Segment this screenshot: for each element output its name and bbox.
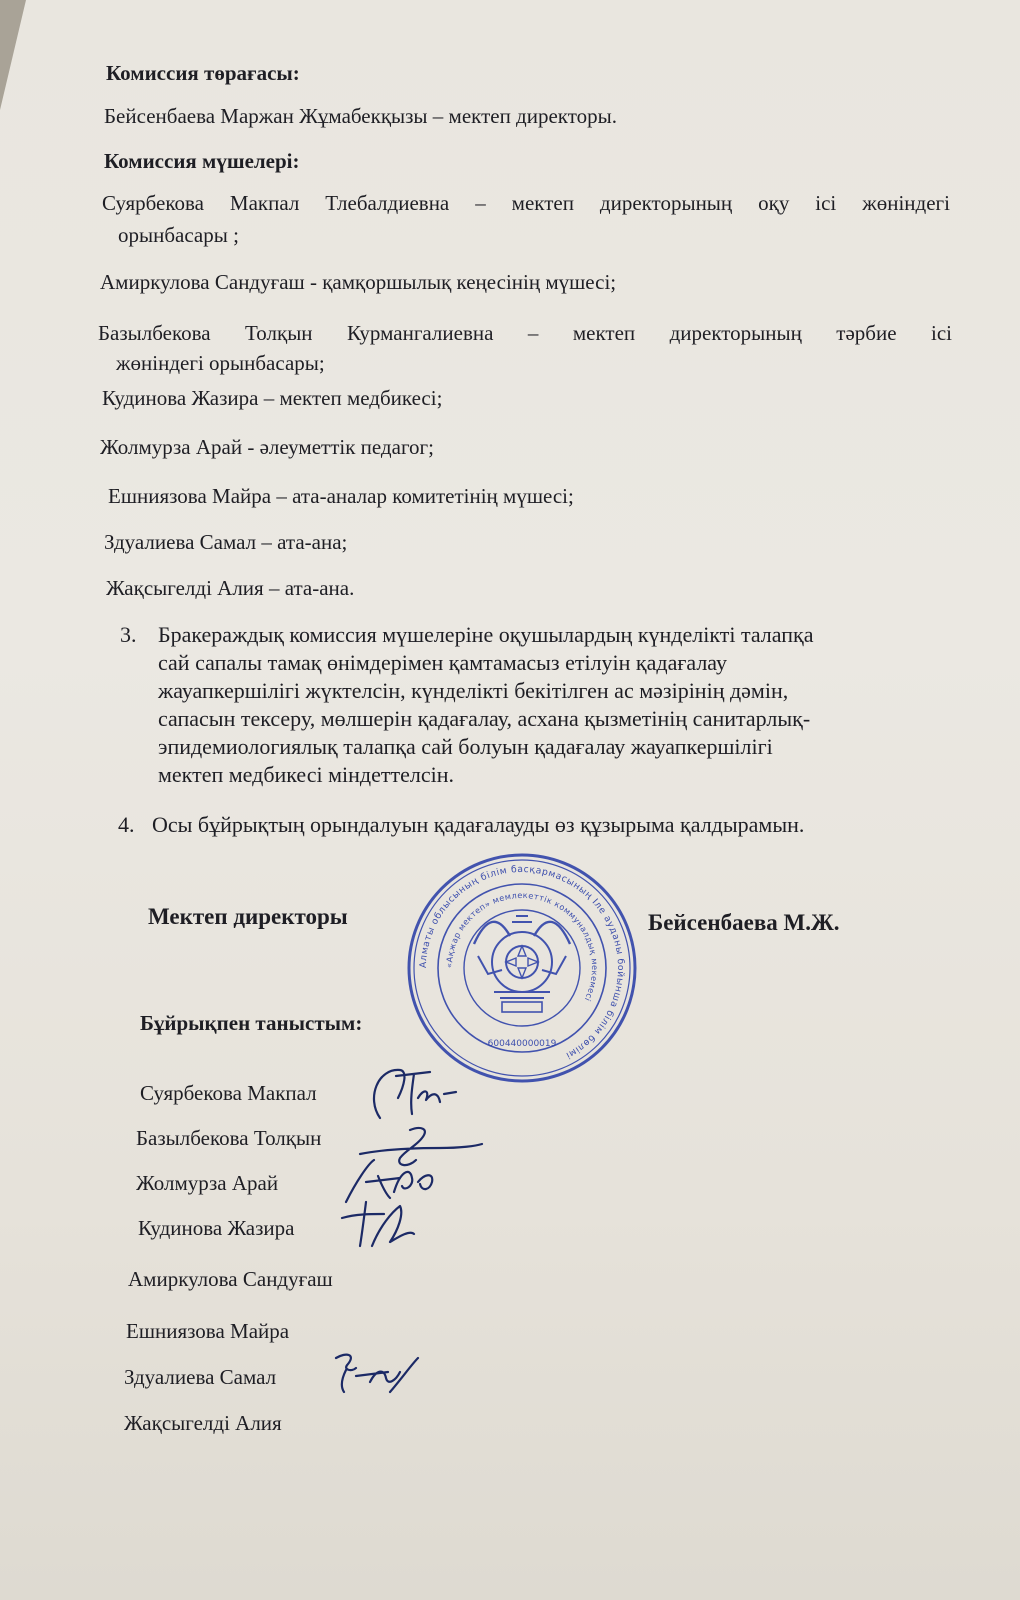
director-label: Мектеп директоры: [148, 904, 348, 929]
acquainted-name: Базылбекова Толқын: [136, 1126, 322, 1150]
item-3-line: сапасын тексеру, мөлшерін қадағалау, асхана қызметінің санитарлық-: [158, 706, 811, 731]
acquainted-name: Кудинова Жазира: [138, 1216, 295, 1240]
item-3-line: мектеп медбикесі міндеттелсін.: [158, 762, 455, 787]
item-4-text: Осы бұйрықтың орындалуын қадағалауды өз құзырыма қалдырамын.: [152, 812, 805, 837]
item-3-line: эпидемиологиялық талапқа сай болуын қадағалау жауапкершілігі: [158, 734, 773, 759]
acquainted-name: Амиркулова Сандуғаш: [128, 1267, 333, 1291]
signature-suyarbekova: [360, 1058, 470, 1128]
member-line: Амиркулова Сандуғаш - қамқоршылық кеңесінің мүшесі;: [100, 270, 617, 294]
acquainted-name: Жақсыгелді Алия: [124, 1411, 282, 1435]
member-line: орынбасары ;: [118, 223, 239, 247]
acquainted-name: Суярбекова Макпал: [140, 1081, 317, 1105]
acquainted-name: Жолмурза Арай: [136, 1171, 279, 1195]
stamp-bin: 600440000019: [487, 1039, 557, 1049]
member-line: Ешниязова Майра – ата-аналар комитетінің мүшесі;: [108, 484, 574, 508]
member-line: Жақсыгелді Алия – ата-ана.: [106, 576, 355, 600]
member-line: Здуалиева Самал – ата-ана;: [104, 530, 348, 554]
chair-heading: Комиссия төрағасы:: [106, 61, 300, 85]
chair-line: Бейсенбаева Маржан Жұмабекқызы – мектеп директоры.: [104, 104, 617, 128]
folded-corner: [0, 0, 26, 110]
acquainted-heading: Бұйрықпен таныстым:: [140, 1011, 363, 1035]
signature-zdualieva: [326, 1342, 426, 1402]
item-3-line: жауапкершілігі жүктелсін, күнделікті бекітілген ас мәзірінің дәмін,: [158, 678, 789, 703]
acquainted-name: Здуалиева Самал: [124, 1365, 277, 1389]
item-3-line: Бракераждық комиссия мүшелеріне оқушылардың күнделікті талапқа: [158, 622, 814, 647]
svg-text:Алматы облысының білім басқарм: Алматы облысының білім басқармасының Іле ауданы бойынша білім бөлімі: [417, 863, 627, 1061]
signature-kudinova: [336, 1196, 426, 1256]
director-name: Бейсенбаева М.Ж.: [648, 910, 840, 935]
members-heading: Комиссия мүшелері:: [104, 149, 300, 173]
svg-text:«Ақжар мектеп» мемлекеттік ком: «Ақжар мектеп» мемлекеттік коммуналдық мекемесі: [443, 889, 601, 1004]
member-line: Базылбекова Толқын Курмангалиевна – мектеп директорының тәрбие ісі: [98, 321, 952, 345]
member-line: Кудинова Жазира – мектеп медбикесі;: [102, 386, 443, 410]
item-3-number: 3.: [120, 622, 137, 647]
member-line: жөніндегі орынбасары;: [116, 351, 325, 375]
item-4-number: 4.: [118, 812, 135, 837]
acquainted-name: Ешниязова Майра: [126, 1319, 290, 1343]
item-3-line: сай сапалы тамақ өнімдерімен қамтамасыз етілуін қадағалау: [158, 650, 727, 675]
member-line: Жолмурза Арай - әлеуметтік педагог;: [100, 435, 434, 459]
official-stamp: [404, 852, 640, 1084]
member-line: Суярбекова Макпал Тлебалдиевна – мектеп директорының оқу ісі жөніндегі: [102, 191, 950, 215]
